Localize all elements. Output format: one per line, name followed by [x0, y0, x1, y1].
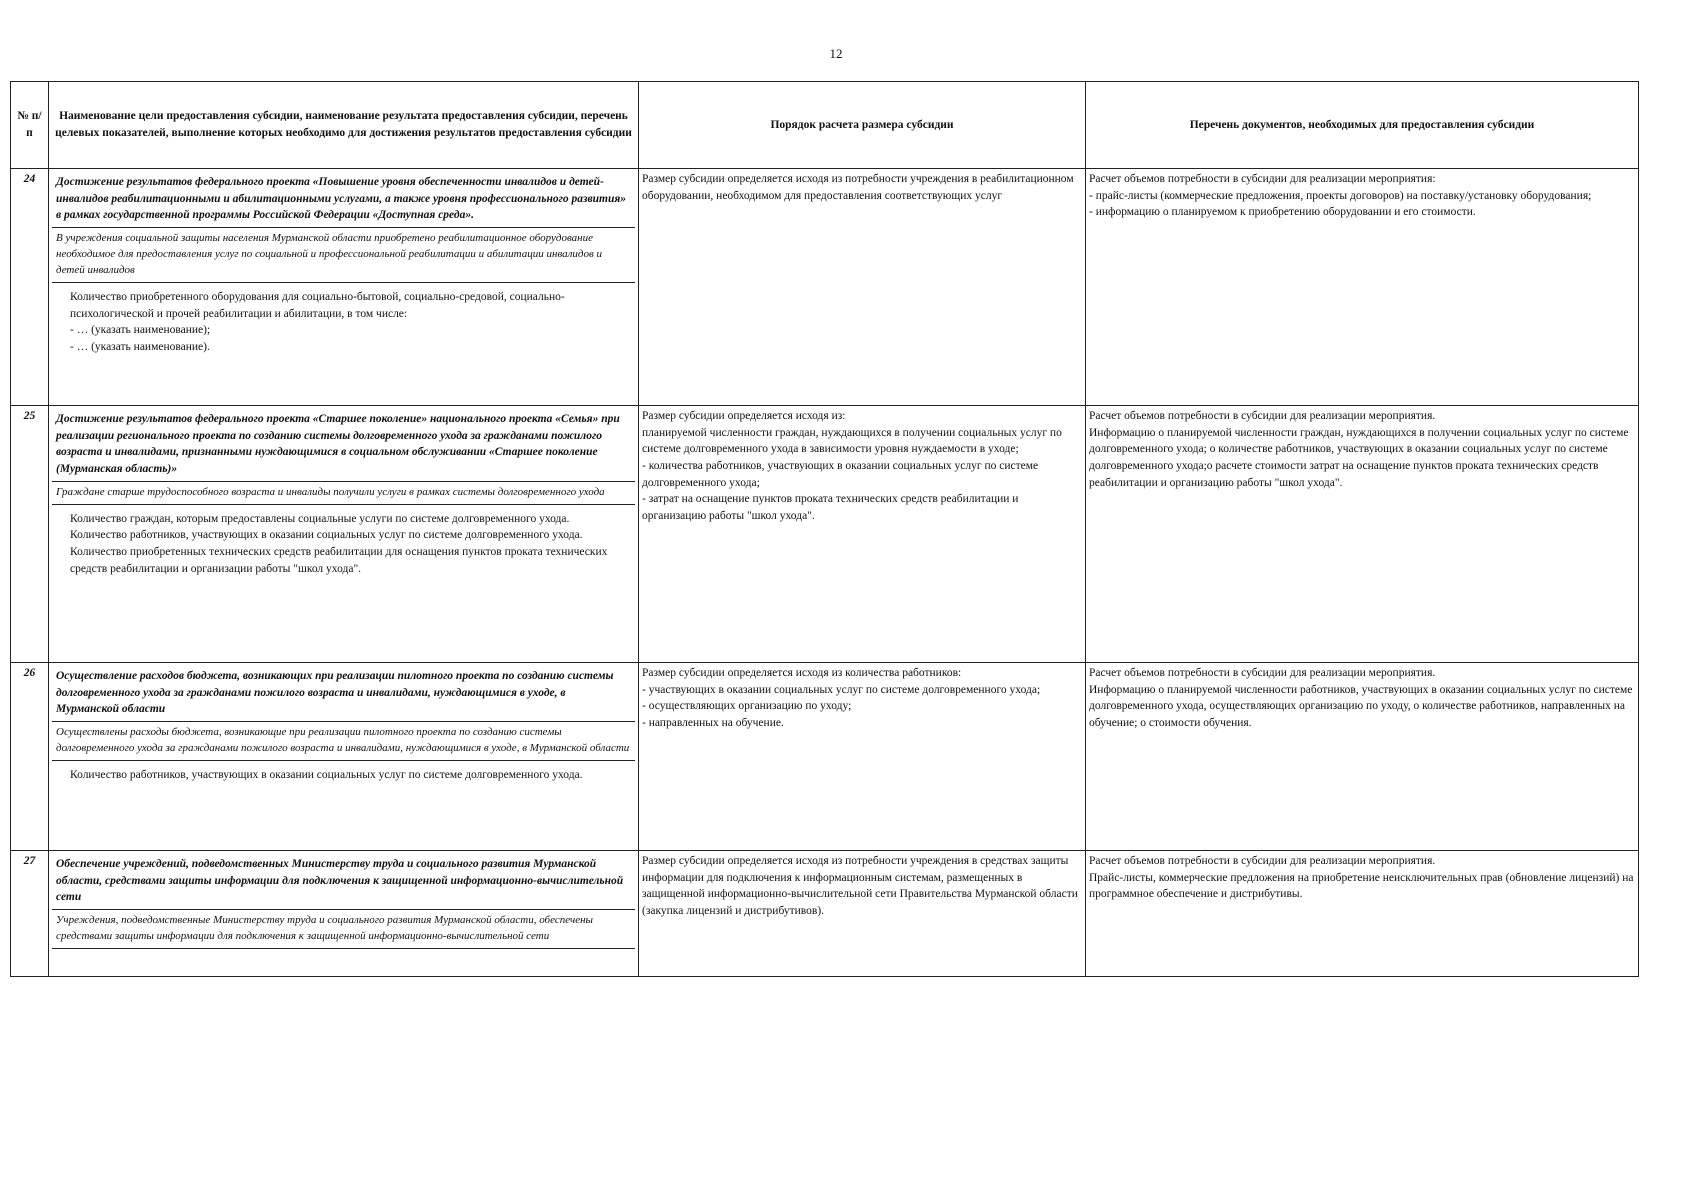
table-row: [11, 169, 1639, 406]
documents-line: Прайс-листы, коммерческие предложения на приобретение неисключительных прав (обновление лицензий) на программное обеспечение и дистрибутивы.: [1089, 871, 1634, 901]
goal-cell: [49, 851, 639, 977]
page-number: 12: [829, 46, 843, 61]
row-number: 26: [11, 663, 49, 851]
documents-line: - информацию о планируемом к приобретению оборудовании и его стоимости.: [1089, 206, 1476, 219]
calculation-line: Размер субсидии определяется исходя из:: [642, 410, 846, 422]
row-number: 25: [11, 406, 49, 663]
indicators: [52, 283, 635, 362]
calculation-line: - количества работников, участвующих в оказании социальных услуг по системе долговременного ухода;: [642, 460, 1039, 489]
calculation-line: Размер субсидии определяется исходя из количества работников:: [642, 667, 962, 679]
indicator-line: Количество граждан, которым предоставлены социальные услуги по системе долговременного ухода.: [70, 512, 570, 525]
calculation-line: Размер субсидии определяется исходя из потребности учреждения в средствах защиты информации для подключения к информационным системам, размещенных в защищенной информационно-вычислительной сети Правительства Мурманской области (закупка лицензий и дистрибутивов).: [642, 855, 1078, 918]
indicators: [52, 761, 635, 790]
documents-cell: [1086, 851, 1639, 977]
calculation-line: Размер субсидии определяется исходя из потребности учреждения в реабилитационном оборудовании, необходимом для предоставления соответствующих услуг: [642, 173, 1074, 202]
result-text: В учреждения социальной защиты населения Мурманской области приобретено реабилитационное оборудование необходимое для предоставления услуг по социальной и профессиональной реабилитации и абилитации инвалидов и детей инвалидов: [52, 227, 635, 283]
calculation-line: - осуществляющих организацию по уходу;: [642, 700, 852, 713]
goal-cell: [49, 169, 639, 406]
documents-cell: [1086, 169, 1639, 406]
row-number: 27: [11, 851, 49, 977]
documents-line: Расчет объемов потребности в субсидии для реализации мероприятия.: [1089, 410, 1436, 422]
goal-cell: [49, 406, 639, 663]
header-goal: Наименование цели предоставления субсидии, наименование результата предоставления субсидии, перечень целевых показателей, выполнение которых необходимо для достижения результатов предоставления субсидии: [49, 82, 639, 169]
goal-text: Осуществление расходов бюджета, возникающих при реализации пилотного проекта по созданию системы долговременного ухода за гражданами пожилого возраста и инвалидами, нуждающимися в уходе, в Мурманской области: [56, 670, 614, 716]
calculation-line: планируемой численности граждан, нуждающихся в получении социальных услуг по системе долговременного ухода в зависимости уровня нуждаемости в уходе;: [642, 426, 1062, 456]
calculation-line: - участвующих в оказании социальных услуг по системе долговременного ухода;: [642, 683, 1041, 696]
subsidy-table: [10, 81, 1639, 977]
table-row: [11, 406, 1639, 663]
goal-text: Достижение результатов федерального проекта «Повышение уровня обеспеченности инвалидов и детей-инвалидов реабилитационными и абилитационными услугами, а также уровня профессионального развития» в рамках государственной программы Российской Федерации «Доступная среда».: [56, 176, 627, 222]
result-text: Осуществлены расходы бюджета, возникающие при реализации пилотного проекта по созданию системы долговременного ухода за гражданами пожилого возраста и инвалидами, нуждающимися в уходе, в Мурманской области: [52, 721, 635, 761]
row-number: 24: [11, 169, 49, 406]
documents-line: Расчет объемов потребности в субсидии для реализации мероприятия.: [1089, 855, 1436, 867]
goal-text: Достижение результатов федерального проекта «Старшее поколение» национального проекта «Семья» при реализации регионального проекта по созданию системы долговременного ухода за гражданами пожилого возраста и инвалидами, признанными нуждающимися в социальном обслуживании «Старшее поколение (Мурманская область)»: [56, 413, 620, 476]
documents-cell: [1086, 406, 1639, 663]
goal-cell: [49, 663, 639, 851]
calculation-cell: [639, 851, 1086, 977]
documents-line: - прайс-листы (коммерческие предложения, проекты договоров) на поставку/установку оборудования;: [1089, 189, 1592, 202]
table-row: [11, 851, 1639, 977]
header-documents: Перечень документов, необходимых для предоставления субсидии: [1086, 82, 1639, 169]
documents-line: Информацию о планируемой численности граждан, нуждающихся в получении социальных услуг по системе долговременного ухода; о количестве работников, участвующих в оказании социальных услуг по системе долговременного ухода;о расчете стоимости затрат на оснащение пунктов проката технических средств реабилитации и организацию работы "школ ухода".: [1089, 426, 1629, 489]
documents-line: Расчет объемов потребности в субсидии для реализации мероприятия:: [1089, 173, 1436, 185]
result-text: Учреждения, подведомственные Министерству труда и социального развития Мурманской области, обеспечены средствами защиты информации для подключения к защищенной информационно-вычислительной сети: [52, 909, 635, 949]
goal-text: Обеспечение учреждений, подведомственных Министерству труда и социального развития Мурманской области, средствами защиты информации для подключения к защищенной информационно-вычислительной сети: [56, 858, 624, 904]
calculation-cell: [639, 663, 1086, 851]
indicator-line: Количество работников, участвующих в оказании социальных услуг по системе долговременного ухода.: [70, 768, 583, 781]
calculation-cell: [639, 406, 1086, 663]
calculation-cell: [639, 169, 1086, 406]
header-number: № п/п: [11, 82, 49, 169]
indicator-line: Количество приобретенных технических средств реабилитации для оснащения пунктов проката технических средств реабилитации и организации работы "школ ухода".: [70, 545, 608, 575]
calculation-line: - затрат на оснащение пунктов проката технических средств реабилитации и организацию работы "школ ухода".: [642, 493, 1019, 523]
indicator-line: - … (указать наименование).: [70, 340, 210, 353]
table-header-row: [11, 82, 1639, 169]
result-text: Граждане старше трудоспособного возраста и инвалиды получили услуги в рамках системы долговременного ухода: [52, 481, 635, 505]
calculation-line: - направленных на обучение.: [642, 717, 784, 730]
indicators: [52, 505, 635, 584]
documents-line: Расчет объемов потребности в субсидии для реализации мероприятия.: [1089, 667, 1436, 679]
indicator-line: Количество приобретенного оборудования для социально-бытовой, социально-средовой, социально-психологической и прочей реабилитации и абилитации, в том числе:: [70, 290, 565, 320]
table-row: [11, 663, 1639, 851]
documents-cell: [1086, 663, 1639, 851]
header-calculation: Порядок расчета размера субсидии: [639, 82, 1086, 169]
documents-line: Информацию о планируемой численности работников, участвующих в оказании социальных услуг по системе долговременного ухода, осуществляющих организацию по уходу, о количестве работников, направленных на обучение; о стоимости обучения.: [1089, 683, 1633, 730]
indicator-line: Количество работников, участвующих в оказании социальных услуг по системе долговременного ухода.: [70, 529, 583, 542]
indicator-line: - … (указать наименование);: [70, 324, 211, 337]
